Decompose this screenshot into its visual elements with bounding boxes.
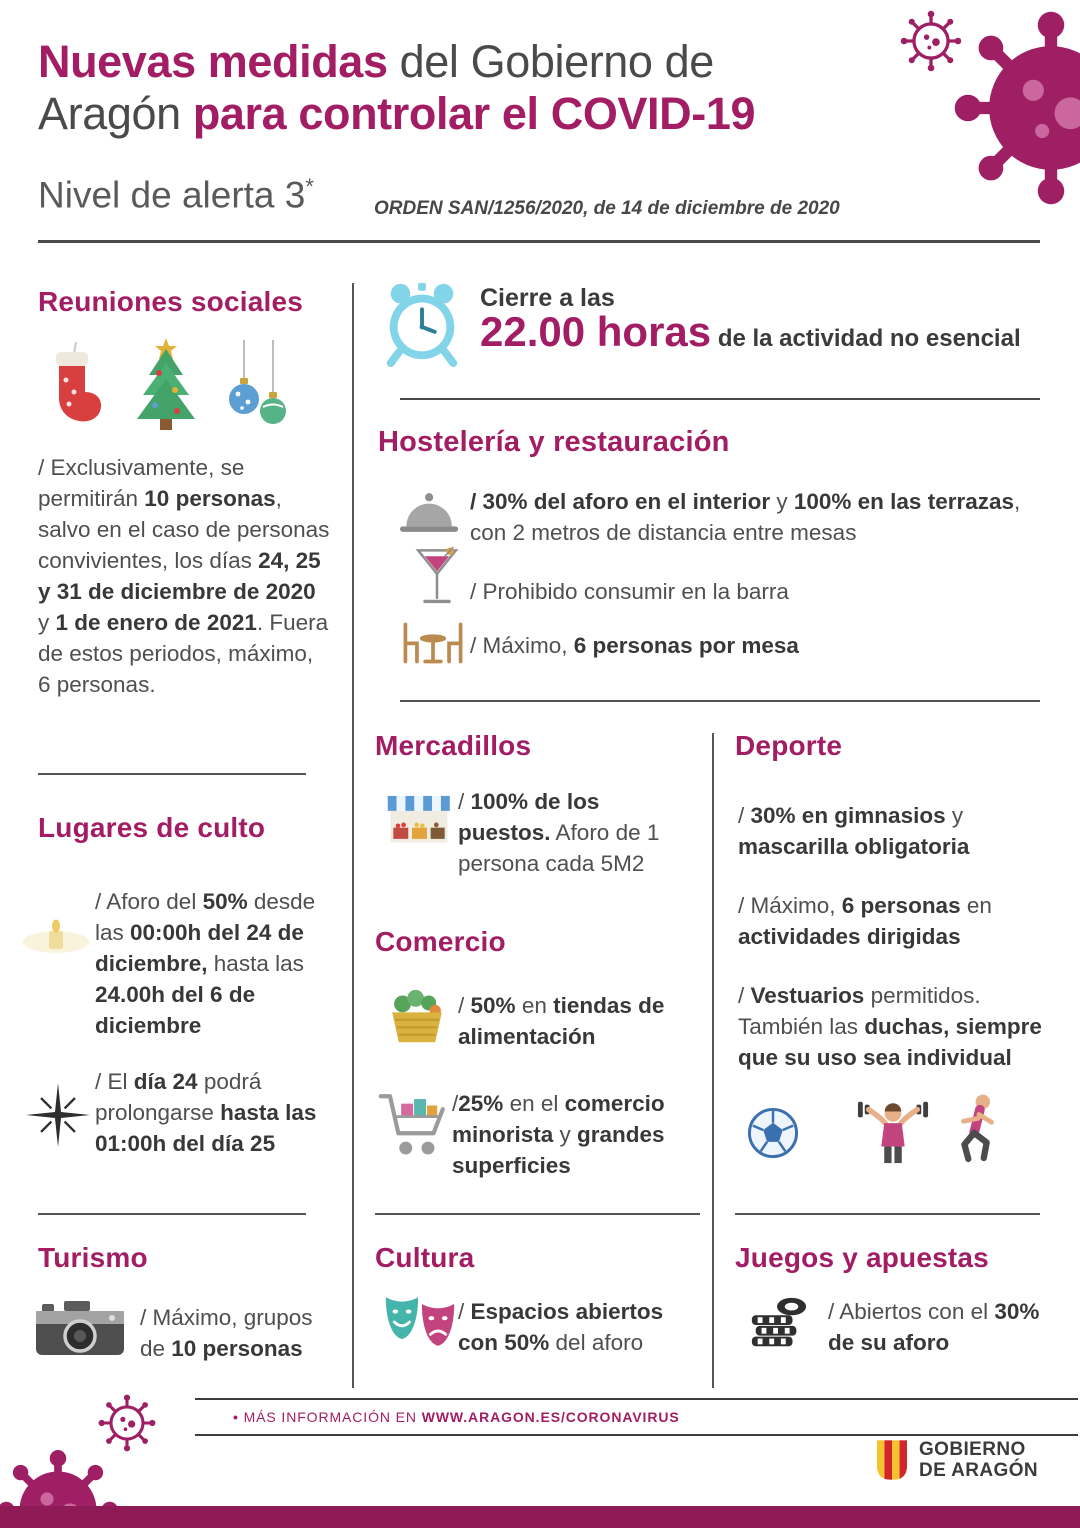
section-title-deporte: Deporte <box>735 730 843 761</box>
divider-turismo <box>38 1213 306 1215</box>
divider-cultura <box>375 1213 700 1215</box>
logo-line1: GOBIERNO <box>919 1438 1026 1460</box>
divider-closure <box>400 398 1040 400</box>
order-reference: ORDEN SAN/1256/2020, de 14 de diciembre de 2020 <box>374 198 840 219</box>
alert-level-text: Nivel de alerta 3 <box>38 174 306 216</box>
candle-icon <box>20 915 92 957</box>
weightlifter-icon <box>856 1092 930 1166</box>
section-title-reuniones: Reuniones sociales <box>38 286 304 317</box>
section-title-mercadillos: Mercadillos <box>375 730 532 761</box>
hosteleria-item1-text: / 30% del aforo en el interior y 100% en las terrazas, con 2 metros de distancia entre mesas <box>470 489 1021 546</box>
logo-text <box>919 1439 1038 1482</box>
christmas-stocking-icon <box>42 342 106 432</box>
section-title-hosteleria: Hostelería y restauración <box>378 426 730 458</box>
food-basket-icon <box>386 988 448 1046</box>
reuniones-body-text: / Exclusivamente, se permitirán 10 personas, salvo en el caso de personas convivientes, los días 24, 25 y 31 de diciembre de 2020 y 1 de enero de 2021. Fuera de estos periodos, máximo, 6 personas. <box>38 455 330 698</box>
page-title-line1: Nuevas medidas del Gobierno de <box>38 36 714 87</box>
section-title-comercio: Comercio <box>375 926 506 957</box>
section-title-juegos: Juegos y apuestas <box>735 1242 989 1273</box>
deporte-item1-text: / 30% en gimnasios y mascarilla obligatoria <box>738 803 970 860</box>
mercadillos-item1-text: / 100% de los puestos. Aforo de 1 persona cada 5M2 <box>458 789 660 877</box>
camera-icon <box>34 1297 126 1359</box>
serving-cloche-icon <box>398 490 462 540</box>
aragon-shield-icon <box>875 1438 909 1482</box>
juegos-item1-text: / Abiertos con el 30% de su aforo <box>828 1299 1040 1356</box>
header-divider <box>38 240 1040 243</box>
closure-time: 22.00 horas <box>480 308 712 355</box>
alarm-clock-icon <box>378 280 466 368</box>
poker-chips-icon <box>746 1294 810 1354</box>
vertical-divider-right <box>712 733 714 1388</box>
comercio-item1-text: / 50% en tiendas de alimentación <box>458 993 665 1050</box>
page-title <box>38 36 868 140</box>
christmas-tree-icon <box>125 335 207 437</box>
table-and-chairs-icon <box>398 620 468 666</box>
closure-suffix: de la actividad no esencial <box>711 325 1021 352</box>
divider-juegos <box>735 1213 1040 1215</box>
cocktail-glass-icon <box>414 545 460 611</box>
culto-item2-text: / El día 24 podrá prolongarse hasta las 01:00h del día 25 <box>95 1069 317 1157</box>
culto-item1-text: / Aforo del 50% desde las 00:00h del 24 de diciembre, hasta las 24.00h del 6 de diciembre <box>95 889 316 1039</box>
vertical-divider-left <box>352 283 354 1388</box>
page-title-line2: Aragón para controlar el COVID-19 <box>38 88 756 140</box>
section-title-turismo: Turismo <box>38 1242 148 1273</box>
divider-hosteleria <box>400 700 1040 702</box>
hosteleria-item3-text: / Máximo, 6 personas por mesa <box>470 633 799 658</box>
christmas-ornaments-icon <box>222 340 292 434</box>
hosteleria-item2-text: / Prohibido consumir en la barra <box>470 579 789 604</box>
more-info-text: • MÁS INFORMACIÓN EN WWW.ARAGON.ES/CORONAVIRUS <box>195 1398 1078 1436</box>
star-icon <box>25 1082 91 1148</box>
divider-reuniones <box>38 773 306 775</box>
cultura-item1-text: / Espacios abiertos con 50% del aforo <box>458 1299 664 1356</box>
comercio-item2-text: /25% en el comercio minorista y grandes superficies <box>452 1091 665 1179</box>
runner-icon <box>948 1092 1006 1166</box>
market-stall-icon <box>384 792 454 854</box>
closure-line2 <box>480 308 1040 356</box>
soccer-ball-icon <box>746 1106 800 1160</box>
closure-line1: Cierre a las <box>480 284 615 312</box>
bottom-accent-bar <box>0 1506 1080 1528</box>
deporte-item3-text: / Vestuarios permitidos. También las duchas, siempre que su uso sea individual <box>738 983 1042 1071</box>
alert-level <box>38 174 314 216</box>
logo-line2: DE ARAGÓN <box>919 1460 1039 1481</box>
section-title-cultura: Cultura <box>375 1242 475 1273</box>
virus-icon <box>945 2 1080 214</box>
section-title-culto: Lugares de culto <box>38 812 266 843</box>
alert-asterisk: * <box>305 174 314 199</box>
deporte-item2-text: / Máximo, 6 personas en actividades dirigidas <box>738 893 992 950</box>
gobierno-aragon-logo <box>875 1438 1038 1482</box>
shopping-cart-icon <box>378 1085 452 1163</box>
theater-masks-icon <box>382 1292 458 1352</box>
turismo-item1-text: / Máximo, grupos de 10 personas <box>140 1305 313 1362</box>
